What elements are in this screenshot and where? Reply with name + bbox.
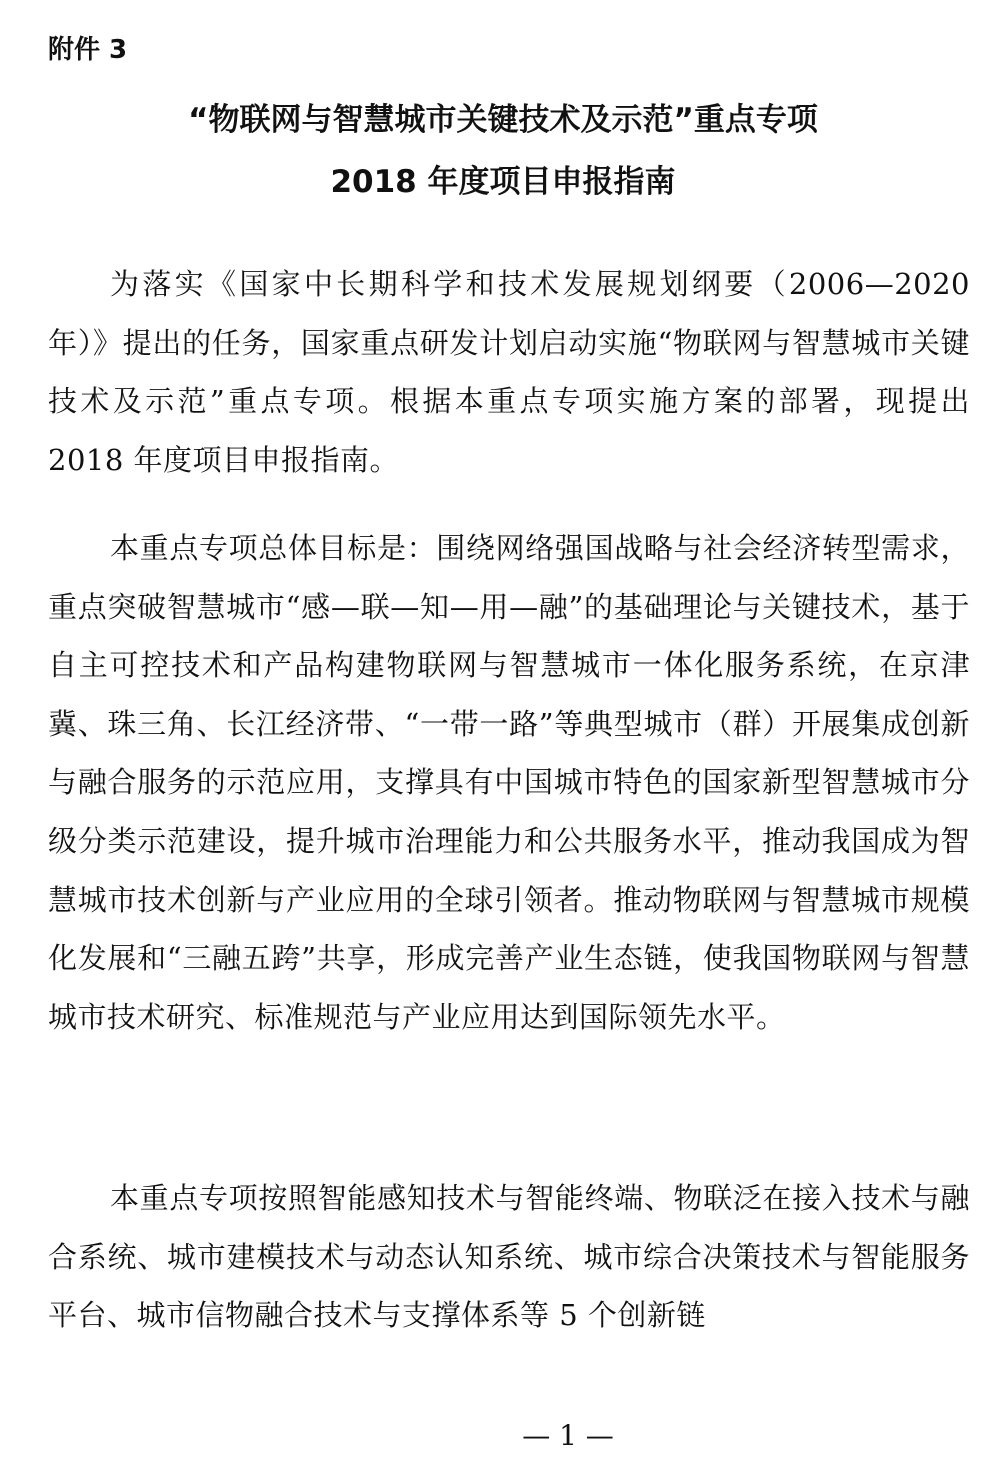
paragraph-overall-goal: 本重点专项总体目标是：围绕网络强国战略与社会经济转型需求，重点突破智慧城市“感—联—知—用—融”的基础理论与关键技术，基于自主可控技术和产品构建物联网与智慧城市一体化服务系统，在京津冀、珠三角、长江经济带、“一带一路”等典型城市（群）开展集成创新与融合服务的示范应用，支撑具有中国城市特色的国家新型智慧城市分级分类示范建设，提升城市治理能力和公共服务水平，推动我国成为智慧城市技术创新与产业应用的全球引领者。推动物联网与智慧城市规模化发展和“三融五跨”共享，形成完善产业生态链，使我国物联网与智慧城市技术研究、标准规范与产业应用达到国际领先水平。 [48, 531, 970, 1034]
attachment-label: 附件 3 [48, 35, 128, 65]
document-title-line-1: “物联网与智慧城市关键技术及示范”重点专项 [188, 102, 818, 138]
paragraph-innovation-chains: 本重点专项按照智能感知技术与智能终端、物联泛在接入技术与融合系统、城市建模技术与动态认知系统、城市综合决策技术与智能服务平台、城市信物融合技术与支撑体系等 5 个创新链 [48, 1181, 970, 1333]
page-number: — 1 — [522, 1419, 614, 1452]
paragraph-introduction: 为落实《国家中长期科学和技术发展规划纲要（2006—2020 年）》提出的任务，国家重点研发计划启动实施“物联网与智慧城市关键技术及示范”重点专项。根据本重点专项实施方案的部署，现提出 2018 年度项目申报指南。 [48, 267, 970, 477]
document-title-line-2: 2018 年度项目申报指南 [330, 164, 676, 200]
